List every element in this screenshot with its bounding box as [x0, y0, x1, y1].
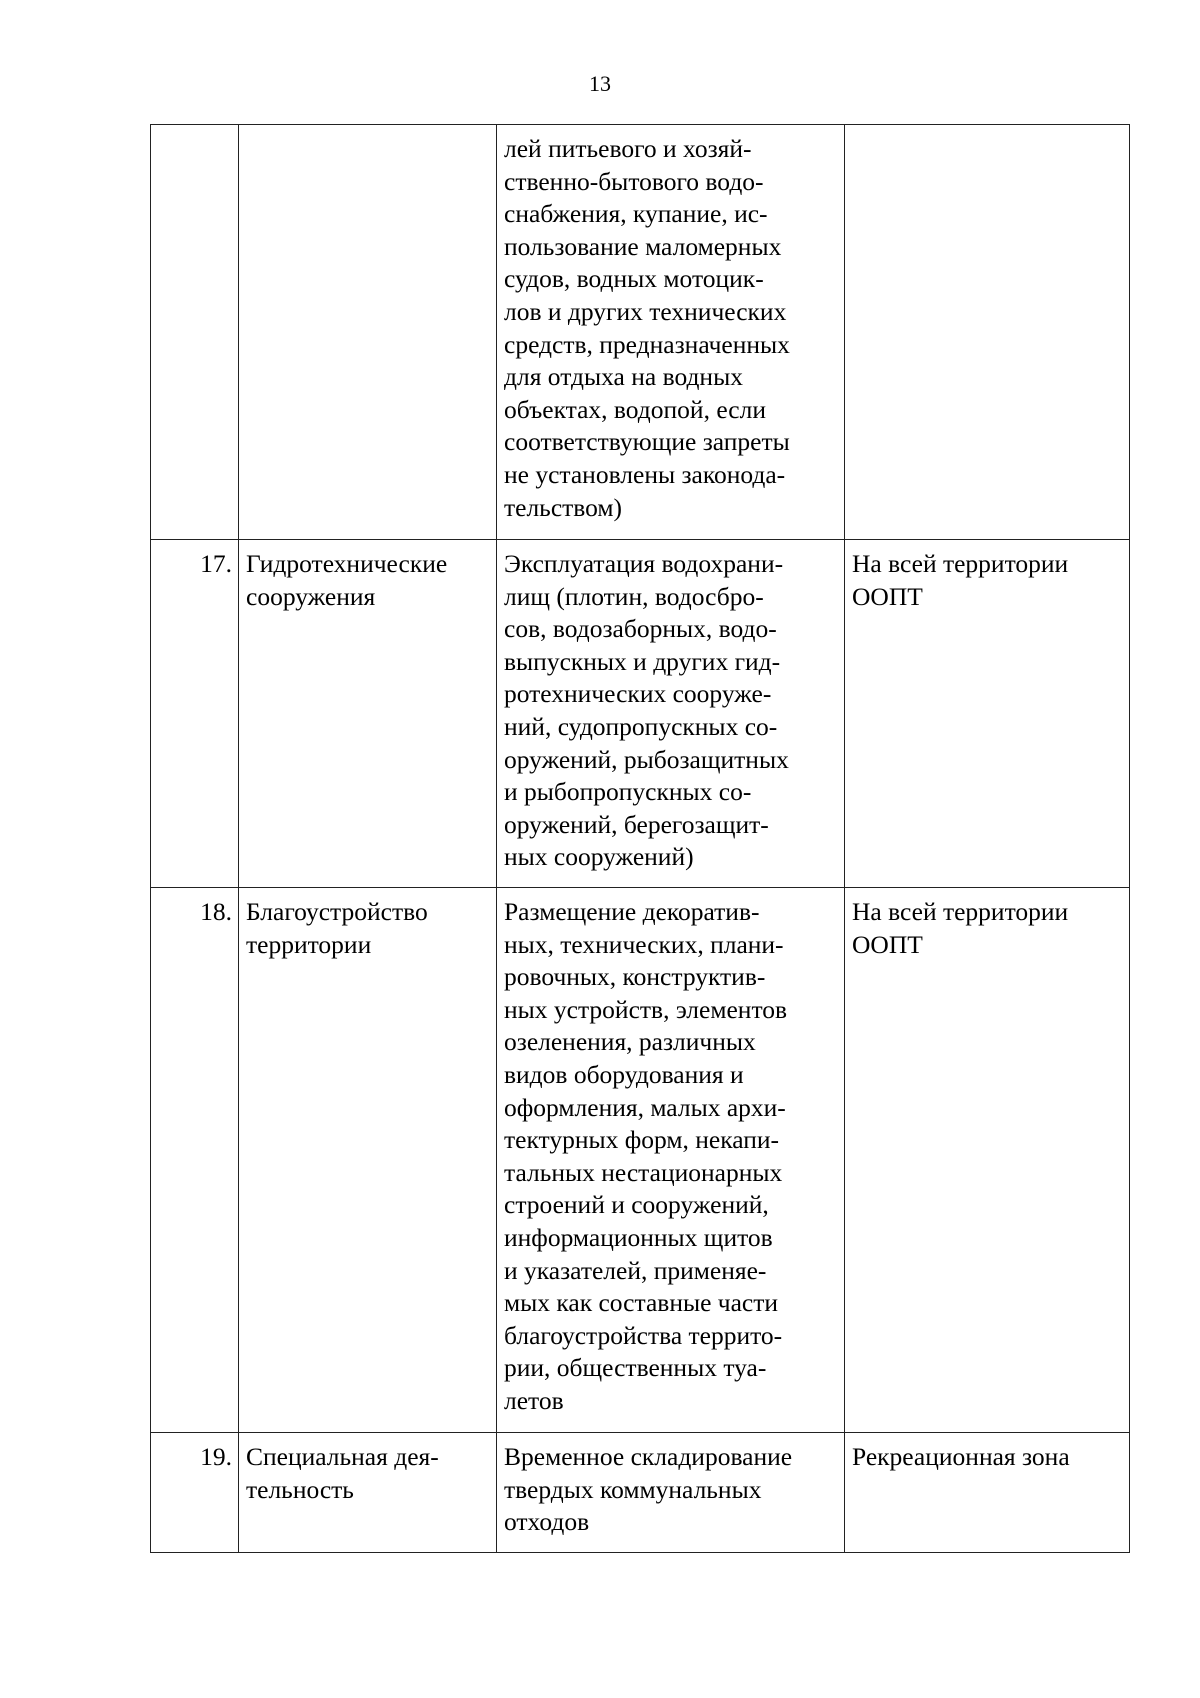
zone-cell: На всей территории ООПТ: [845, 540, 1130, 888]
activity-type-cell: Благоустройство территории: [239, 888, 497, 1433]
table-row-19: [151, 1433, 1130, 1553]
row-number-cell: 19.: [151, 1433, 239, 1553]
table-row-18: [151, 888, 1130, 1433]
zone-cell: На всей территории ООПТ: [845, 888, 1130, 1433]
row-number-cell: [151, 125, 239, 540]
zone-cell: [845, 125, 1130, 540]
activity-description-cell: Эксплуатация водохрани- лищ (плотин, водосбро- сов, водозаборных, водо- выпускных и других гид- ротехнических сооруже- ний, судопропускных со- оружений, рыбозащитных и рыбопропускных со- оружений, берегозащит- ных сооружений): [497, 540, 845, 888]
activity-description-cell: Размещение декоратив- ных, технических, плани- ровочных, конструктив- ных устройств, элементов озеленения, различных видов оборудования и оформления, малых архи- тектурных форм, некапи- тальных нестационарных строений и сооружений, информационных щитов и указателей, применяе- мых как составные части благоустройства террито- рии, общественных туа- летов: [497, 888, 845, 1433]
row-number-cell: 17.: [151, 540, 239, 888]
row-number-cell: 18.: [151, 888, 239, 1433]
activity-type-cell: [239, 125, 497, 540]
page-number: 13: [589, 71, 611, 96]
table-row-continuation: [151, 125, 1130, 540]
zone-cell: Рекреационная зона: [845, 1433, 1130, 1553]
activity-description-cell: Временное складирование твердых коммунальных отходов: [497, 1433, 845, 1553]
activity-type-cell: Специальная дея- тельность: [239, 1433, 497, 1553]
permitted-use-table: [150, 124, 1130, 1553]
table-row-17: [151, 540, 1130, 888]
activity-description-cell: лей питьевого и хозяй- ственно-бытового водо- снабжения, купание, ис- пользование маломерных судов, водных мотоцик- лов и других технических средств, предназначенных для отдыха на водных объектах, водопой, если соответствующие запреты не установлены законода- тельством): [497, 125, 845, 540]
activity-type-cell: Гидротехнические сооружения: [239, 540, 497, 888]
